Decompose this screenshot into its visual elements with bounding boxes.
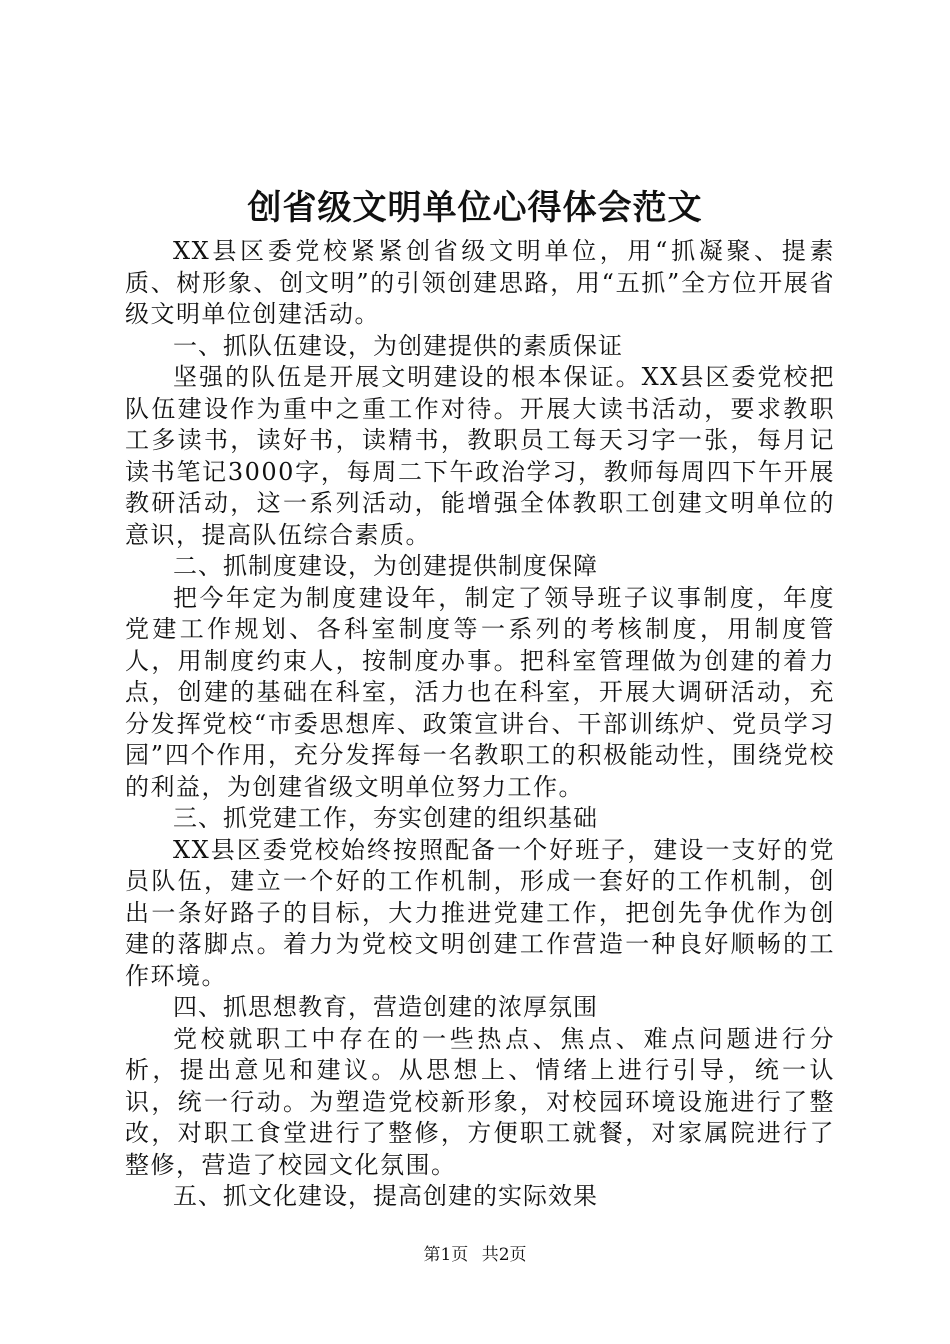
section-heading-4: 四、抓思想教育，营造创建的浓厚氛围	[173, 993, 598, 1021]
paragraph-intro: XX县区委党校紧紧创省级文明单位，用“抓凝聚、提素质、树形象、创文明”的引领创建思路，用“五抓”全方位开展省级文明单位创建活动。	[125, 237, 835, 328]
paragraph-section-2: 把今年定为制度建设年，制定了领导班子议事制度，年度党建工作规划、各科室制度等一系列的考核制度，用制度管人，用制度约束人，按制度办事。把科室管理做为创建的着力点，创建的基础在科室，活力也在科室，开展大调研活动，充分发挥党校“市委思想库、政策宣讲台、干部训练炉、党员学习园”四个作用，充分发挥每一名教职工的积极能动性，围绕党校的利益，为创建省级文明单位努力工作。	[125, 583, 835, 801]
paragraph-section-3: XX县区委党校始终按照配备一个好班子，建设一支好的党员队伍，建立一个好的工作机制，形成一套好的工作机制，创出一条好路子的目标，大力推进党建工作，把创先争优作为创建的落脚点。着力为党校文明创建工作营造一种良好顺畅的工作环境。	[125, 835, 835, 990]
page-footer	[0, 1243, 950, 1267]
section-heading-5: 五、抓文化建设，提高创建的实际效果	[173, 1182, 598, 1210]
section-heading-3: 三、抓党建工作，夯实创建的组织基础	[173, 804, 598, 832]
page-total: 共2页	[481, 1245, 527, 1265]
page-number: 第1页	[423, 1245, 469, 1265]
paragraph-section-4: 党校就职工中存在的一些热点、焦点、难点问题进行分析，提出意见和建议。从思想上、情绪上进行引导，统一认识，统一行动。为塑造党校新形象，对校园环境设施进行了整改，对职工食堂进行了整修，方便职工就餐，对家属院进行了整修，营造了校园文化氛围。	[125, 1024, 835, 1179]
document-body	[125, 236, 835, 1213]
document-title: 创省级文明单位心得体会范文	[247, 188, 703, 228]
paragraph-section-1: 坚强的队伍是开展文明建设的根本保证。XX县区委党校把队伍建设作为重中之重工作对待。开展大读书活动，要求教职工多读书，读好书，读精书，教职员工每天习字一张，每月记读书笔记3000字，每周二下午政治学习，教师每周四下午开展教研活动，这一系列活动，能增强全体教职工创建文明单位的意识，提高队伍综合素质。	[125, 363, 835, 549]
section-heading-2: 二、抓制度建设，为创建提供制度保障	[173, 552, 598, 580]
section-heading-1: 一、抓队伍建设，为创建提供的素质保证	[173, 331, 623, 360]
